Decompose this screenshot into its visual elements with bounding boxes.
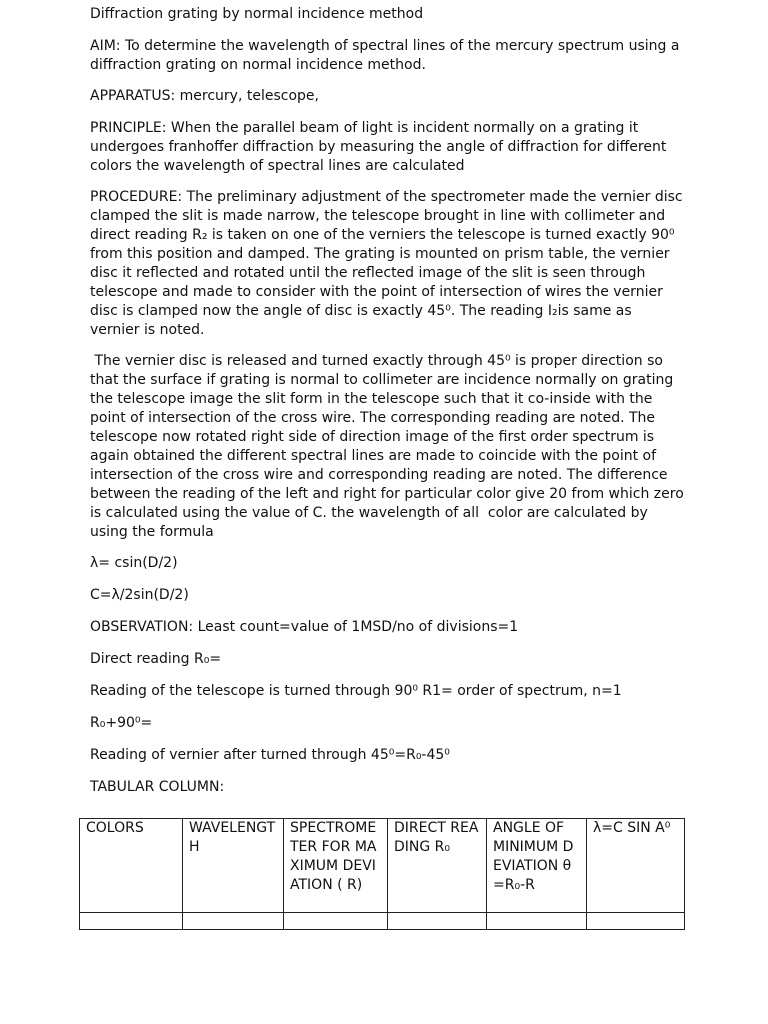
vernier-reading-line: Reading of vernier after turned through 45⁰=R₀-45⁰ [90, 747, 450, 763]
direct-reading-line: Direct reading R₀= [90, 651, 222, 667]
apparatus-paragraph: APPARATUS: mercury, telescope, [90, 88, 319, 104]
table-cell [284, 913, 388, 930]
table-cell [80, 913, 183, 930]
observation-table [79, 818, 685, 930]
table-header-direct-reading: DIRECT READING R₀ [388, 819, 487, 913]
table-cell [388, 913, 487, 930]
r0-plus-90-line: R₀+90⁰= [90, 715, 153, 731]
table-cell [487, 913, 587, 930]
observation-paragraph: OBSERVATION: Least count=value of 1MSD/no of divisions=1 [90, 619, 519, 635]
table-header-lambda: λ=C SIN A⁰ [587, 819, 685, 913]
telescope-reading-line: Reading of the telescope is turned through 90⁰ R1= order of spectrum, n=1 [90, 683, 622, 699]
table-header-angle: ANGLE OF MINIMUM DEVIATION θ=R₀-R [487, 819, 587, 913]
tabular-column-heading: TABULAR COLUMN: [90, 779, 225, 795]
table-row [80, 913, 685, 930]
formula-grating-constant: C=λ/2sin(D/2) [90, 587, 189, 603]
document-title: Diffraction grating by normal incidence method [90, 6, 424, 22]
table-cell [183, 913, 284, 930]
formula-wavelength: λ= csin(D/2) [90, 555, 178, 571]
table-header-wavelength: WAVELENGTH [183, 819, 284, 913]
principle-paragraph: PRINCIPLE: When the parallel beam of light is incident normally on a grating it undergoes franhoffer diffraction by measuring the angle of diffraction for different colors the wavelength of spectral lines are calculated [90, 120, 667, 174]
procedure-continuation-paragraph: The vernier disc is released and turned exactly through 45⁰ is proper direction so that the surface if grating is normal to collimeter are incidence normally on grating the telescope image the slit form in the telescope such that it co-inside with the point of intersection of the cross wire. The corresponding reading are noted. The telescope now rotated right side of direction image of the first order spectrum is again obtained the different spectral lines are made to coincide with the point of intersection of the cross wire and corresponding reading are noted. The difference between the reading of the left and right for particular color give 20 from which zero is calculated using the value of C. the wavelength of all color are calculated by using the formula [90, 353, 689, 540]
document-body [90, 5, 689, 810]
table-header-spectrometer: SPECTROMETER FOR MAXIMUM DEVIATION ( R) [284, 819, 388, 913]
procedure-paragraph: PROCEDURE: The preliminary adjustment of the spectrometer made the vernier disc clamped the slit is made narrow, the telescope brought in line with collimeter and direct reading R₂ is taken on one of the verniers the telescope is turned exactly 90⁰ from this position and damped. The grating is mounted on prism table, the vernier disc it reflected and rotated until the reflected image of the slit is seen through telescope and made to consider with the point of intersection of wires the vernier disc is clamped now the angle of disc is exactly 45⁰. The reading I₂is same as vernier is noted. [90, 189, 683, 338]
table-header-colors: COLORS [80, 819, 183, 913]
aim-paragraph: AIM: To determine the wavelength of spectral lines of the mercury spectrum using a diffraction grating on normal incidence method. [90, 38, 680, 73]
table-cell [587, 913, 685, 930]
table-header-row [80, 819, 685, 913]
